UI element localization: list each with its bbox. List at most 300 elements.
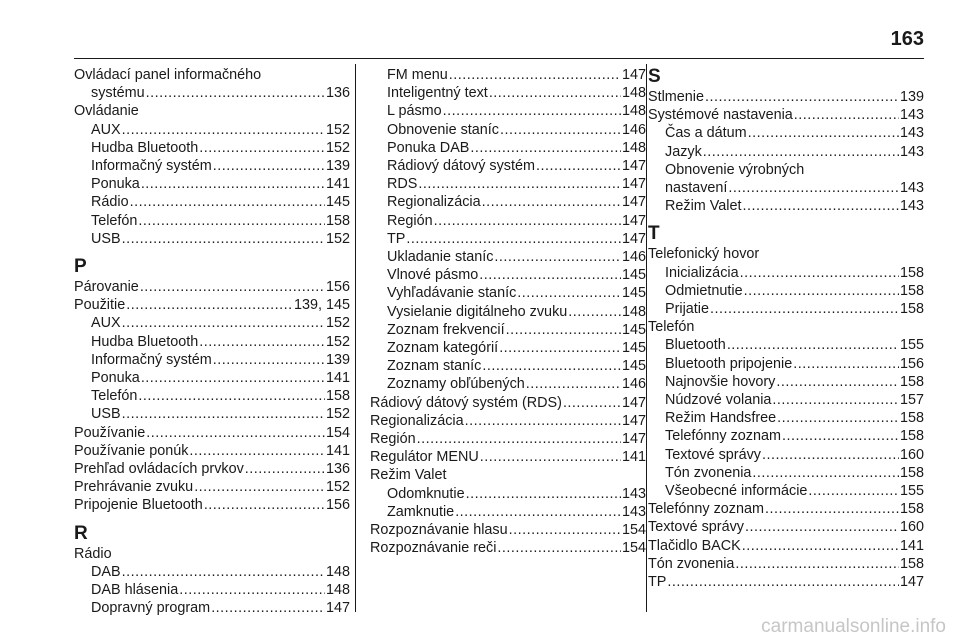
dot-leader xyxy=(509,521,621,539)
entry-page: 141 xyxy=(325,442,350,459)
index-entry xyxy=(648,300,924,318)
entry-term: Čas a dátum xyxy=(665,125,747,142)
entry-page: 136 xyxy=(325,461,350,478)
entry-page: 154 xyxy=(325,424,350,441)
index-column-3 xyxy=(648,66,924,591)
entry-page: 147 xyxy=(621,412,646,429)
entry-page: 148 xyxy=(325,582,350,599)
entry-term: FM menu xyxy=(387,67,448,83)
index-column-2 xyxy=(370,66,646,557)
index-entry xyxy=(74,563,350,581)
entry-term: Tón zvonenia xyxy=(648,555,735,572)
entry-page: 139 xyxy=(325,158,350,175)
index-entry xyxy=(648,446,924,464)
dot-leader xyxy=(130,193,325,211)
index-entry xyxy=(74,387,350,405)
entry-page: 158 xyxy=(899,464,924,481)
index-entry xyxy=(74,230,350,248)
dot-leader xyxy=(500,121,621,139)
entry-page: 158 xyxy=(899,501,924,518)
dot-leader xyxy=(213,157,325,175)
index-entry xyxy=(648,537,924,555)
dot-leader xyxy=(667,573,899,591)
entry-term: Používanie ponúk xyxy=(74,442,189,459)
index-entry xyxy=(74,496,350,514)
index-entry xyxy=(648,555,924,573)
dot-leader xyxy=(482,193,621,211)
index-entry xyxy=(648,264,924,282)
entry-page: 158 xyxy=(899,428,924,445)
entry-term: Stlmenie xyxy=(648,89,704,105)
entry-page: 158 xyxy=(899,282,924,299)
dot-leader xyxy=(494,248,621,266)
entry-term: Všeobecné informácie xyxy=(665,483,808,500)
index-entry xyxy=(370,539,646,557)
entry-term: Ponuka xyxy=(91,176,140,193)
header-rule xyxy=(74,58,924,59)
index-entry xyxy=(74,314,350,332)
index-heading: Telefonický hovor xyxy=(648,246,760,263)
entry-page: 156 xyxy=(325,497,350,514)
entry-page: 158 xyxy=(899,410,924,427)
entry-term: Inteligentný text xyxy=(387,85,488,102)
entry-term: Regionalizácia xyxy=(387,194,481,211)
index-entry xyxy=(74,139,350,157)
entry-term: DAB xyxy=(91,563,121,580)
entry-term: Rozpoznávanie hlasu xyxy=(370,522,508,539)
dot-leader xyxy=(727,336,899,354)
index-entry xyxy=(370,66,646,84)
index-entry xyxy=(370,303,646,321)
index-entry xyxy=(370,284,646,302)
dot-leader xyxy=(710,300,899,318)
entry-term: Telefónny zoznam xyxy=(648,501,764,518)
index-entry xyxy=(370,193,646,211)
dot-leader xyxy=(793,355,899,373)
dot-leader xyxy=(417,430,621,448)
dot-leader xyxy=(776,373,899,391)
entry-term: Región xyxy=(387,212,433,229)
entry-page: 145 xyxy=(621,340,646,357)
dot-leader xyxy=(489,84,621,102)
entry-page: 147 xyxy=(621,176,646,193)
entry-term: Režim Handsfree xyxy=(665,410,777,427)
index-heading: Ovládanie xyxy=(74,103,139,120)
dot-leader xyxy=(122,314,325,332)
dot-leader xyxy=(455,503,621,521)
entry-term: Režim Valet xyxy=(665,198,742,215)
entry-page: 136 xyxy=(325,85,350,102)
entry-term: USB xyxy=(91,406,121,423)
dot-leader xyxy=(443,102,621,120)
entry-term: Hudba Bluetooth xyxy=(91,139,199,156)
entry-page: 152 xyxy=(325,139,350,156)
dot-leader xyxy=(122,405,325,423)
index-entry xyxy=(74,599,350,617)
index-entry xyxy=(74,405,350,423)
dot-leader xyxy=(140,278,325,296)
entry-term: Párovanie xyxy=(74,279,139,296)
entry-page: 141 xyxy=(325,176,350,193)
index-entry xyxy=(648,197,924,215)
index-entry xyxy=(74,369,350,387)
entry-term: Zamknutie xyxy=(387,503,455,520)
entry-page: 141 xyxy=(325,370,350,387)
entry-term: Textové správy xyxy=(648,519,744,536)
entry-page: 147 xyxy=(325,600,350,617)
entry-page: 152 xyxy=(325,406,350,423)
entry-term: Regulátor MENU xyxy=(370,449,479,466)
entry-term: Ponuka DAB xyxy=(387,139,470,156)
dot-leader xyxy=(568,303,621,321)
dot-leader xyxy=(213,351,325,369)
section-letter: P xyxy=(74,256,87,278)
entry-term: Inicializácia xyxy=(665,264,739,281)
index-entry xyxy=(74,175,350,193)
dot-leader xyxy=(179,581,325,599)
index-entry xyxy=(648,88,924,106)
entry-page: 143 xyxy=(899,180,924,197)
dot-leader xyxy=(772,391,899,409)
index-entry xyxy=(74,278,350,296)
dot-leader xyxy=(141,175,325,193)
index-entry xyxy=(74,424,350,442)
dot-leader xyxy=(245,460,325,478)
section-letter: S xyxy=(648,66,661,87)
entry-page: 155 xyxy=(899,337,924,354)
entry-term: Vysielanie digitálneho zvuku xyxy=(387,303,568,320)
entry-term: Rozpoznávanie reči xyxy=(370,540,497,557)
index-entry xyxy=(74,212,350,230)
dot-leader xyxy=(497,539,621,557)
index-column-1 xyxy=(74,66,350,617)
entry-page: 139 xyxy=(899,89,924,105)
entry-page: 139, 145 xyxy=(293,297,350,314)
entry-term: Informačný systém xyxy=(91,158,212,175)
index-entry xyxy=(370,157,646,175)
index-heading: Telefón xyxy=(648,319,695,336)
dot-leader xyxy=(126,296,293,314)
entry-term: Zoznam staníc xyxy=(387,358,482,375)
dot-leader xyxy=(141,369,325,387)
entry-term: Zoznam kategórií xyxy=(387,340,499,357)
entry-page: 147 xyxy=(621,212,646,229)
entry-term: DAB hlásenia xyxy=(91,582,179,599)
entry-term: Pripojenie Bluetooth xyxy=(74,497,203,514)
dot-leader xyxy=(745,518,899,536)
dot-leader xyxy=(146,424,325,442)
dot-leader xyxy=(517,284,621,302)
entry-page: 154 xyxy=(621,540,646,557)
entry-term: TP xyxy=(387,230,406,247)
dot-leader xyxy=(189,442,325,460)
page-number: 163 xyxy=(890,28,924,50)
dot-leader xyxy=(465,412,621,430)
dot-leader xyxy=(526,375,621,393)
index-entry xyxy=(370,248,646,266)
entry-page: 152 xyxy=(325,315,350,332)
index-entry xyxy=(648,282,924,300)
dot-leader xyxy=(204,496,325,514)
entry-page: 160 xyxy=(899,519,924,536)
entry-page: 147 xyxy=(621,67,646,83)
dot-leader xyxy=(782,427,899,445)
index-entry xyxy=(648,409,924,427)
index-entry xyxy=(648,464,924,482)
index-entry xyxy=(648,518,924,536)
column-divider xyxy=(355,64,356,612)
dot-leader xyxy=(808,482,899,500)
entry-page: 147 xyxy=(899,574,924,591)
entry-term: Prehrávanie zvuku xyxy=(74,479,194,496)
index-entry xyxy=(648,373,924,391)
entry-term: AUX xyxy=(91,315,121,332)
entry-term: Bluetooth xyxy=(665,337,726,354)
index-heading: Obnovenie výrobných xyxy=(665,161,805,178)
dot-leader xyxy=(146,84,325,102)
entry-page: 145 xyxy=(621,285,646,302)
index-entry xyxy=(370,266,646,284)
entry-page: 143 xyxy=(621,485,646,502)
entry-term: Telefón xyxy=(91,388,138,405)
entry-page: 148 xyxy=(621,139,646,156)
index-entry xyxy=(648,106,924,124)
dot-leader xyxy=(765,500,899,518)
dot-leader xyxy=(199,139,325,157)
dot-leader xyxy=(735,555,899,573)
entry-page: 148 xyxy=(325,563,350,580)
entry-term: Zoznam frekvencií xyxy=(387,321,505,338)
index-entry xyxy=(370,375,646,393)
index-heading: Rádio xyxy=(74,545,112,562)
index-entry xyxy=(74,442,350,460)
index-entry xyxy=(370,412,646,430)
dot-leader xyxy=(470,139,621,157)
entry-page: 152 xyxy=(325,121,350,138)
index-entry xyxy=(648,391,924,409)
index-entry xyxy=(648,427,924,445)
dot-leader xyxy=(536,157,621,175)
index-entry xyxy=(74,351,350,369)
entry-term: Rádiový dátový systém (RDS) xyxy=(370,394,562,411)
index-entry xyxy=(370,102,646,120)
entry-page: 145 xyxy=(621,358,646,375)
entry-page: 160 xyxy=(899,446,924,463)
entry-term: RDS xyxy=(387,176,418,193)
index-entry xyxy=(74,478,350,496)
entry-page: 147 xyxy=(621,394,646,411)
entry-term: Použitie xyxy=(74,297,126,314)
entry-page: 145 xyxy=(325,194,350,211)
index-entry xyxy=(370,230,646,248)
entry-page: 148 xyxy=(621,103,646,120)
entry-term: Vlnové pásmo xyxy=(387,267,479,284)
index-entry xyxy=(74,84,350,102)
dot-leader xyxy=(748,124,899,142)
index-entry xyxy=(370,430,646,448)
entry-term: Rádiový dátový systém xyxy=(387,158,535,175)
dot-leader xyxy=(742,537,899,555)
index-entry xyxy=(74,460,350,478)
index-entry xyxy=(370,448,646,466)
dot-leader xyxy=(122,121,325,139)
entry-page: 145 xyxy=(621,321,646,338)
entry-page: 143 xyxy=(621,503,646,520)
entry-term: Tón zvonenia xyxy=(665,464,752,481)
entry-term: Prijatie xyxy=(665,301,709,318)
index-entry xyxy=(74,296,350,314)
entry-term: Ponuka xyxy=(91,370,140,387)
entry-term: USB xyxy=(91,230,121,247)
entry-page: 147 xyxy=(621,158,646,175)
entry-term: Najnovšie hovory xyxy=(665,373,776,390)
index-entry xyxy=(370,139,646,157)
index-entry xyxy=(648,355,924,373)
entry-term: Tlačidlo BACK xyxy=(648,537,741,554)
entry-term: Núdzové volania xyxy=(665,392,772,409)
entry-term: TP xyxy=(648,574,667,591)
index-entry xyxy=(370,84,646,102)
dot-leader xyxy=(777,409,899,427)
dot-leader xyxy=(506,321,621,339)
entry-page: 141 xyxy=(621,449,646,466)
entry-term: Bluetooth pripojenie xyxy=(665,355,793,372)
index-entry xyxy=(648,500,924,518)
index-entry xyxy=(648,482,924,500)
entry-term: Informačný systém xyxy=(91,351,212,368)
index-entry xyxy=(74,121,350,139)
entry-page: 146 xyxy=(621,121,646,138)
index-entry xyxy=(74,581,350,599)
dot-leader xyxy=(479,266,621,284)
entry-page: 157 xyxy=(899,392,924,409)
dot-leader xyxy=(122,563,325,581)
dot-leader xyxy=(211,599,325,617)
index-entry xyxy=(370,121,646,139)
entry-term: Rádio xyxy=(91,194,129,211)
column-divider xyxy=(646,64,647,612)
entry-page: 158 xyxy=(899,301,924,318)
index-entry xyxy=(648,124,924,142)
dot-leader xyxy=(703,143,899,161)
entry-term: Používanie xyxy=(74,424,146,441)
entry-term: Odmietnutie xyxy=(665,282,743,299)
index-entry xyxy=(370,175,646,193)
entry-term: Zoznamy obľúbených xyxy=(387,376,525,393)
dot-leader xyxy=(122,230,325,248)
entry-page: 158 xyxy=(899,555,924,572)
dot-leader xyxy=(138,387,325,405)
entry-term: Prehľad ovládacích prvkov xyxy=(74,461,244,478)
dot-leader xyxy=(406,230,621,248)
entry-term: Vyhľadávanie staníc xyxy=(387,285,517,302)
entry-page: 158 xyxy=(899,264,924,281)
entry-page: 152 xyxy=(325,333,350,350)
entry-term: Telefón xyxy=(91,212,138,229)
dot-leader xyxy=(762,446,899,464)
entry-page: 148 xyxy=(621,85,646,102)
entry-term: L pásmo xyxy=(387,103,442,120)
entry-page: 158 xyxy=(325,388,350,405)
dot-leader xyxy=(794,106,899,124)
dot-leader xyxy=(499,339,621,357)
entry-page: 152 xyxy=(325,479,350,496)
entry-term: Obnovenie staníc xyxy=(387,121,499,138)
index-entry xyxy=(370,521,646,539)
entry-term: Dopravný program xyxy=(91,600,211,617)
dot-leader xyxy=(480,448,621,466)
section-letter: R xyxy=(74,522,88,544)
entry-term: Textové správy xyxy=(665,446,761,463)
dot-leader xyxy=(752,464,899,482)
entry-page: 158 xyxy=(899,373,924,390)
dot-leader xyxy=(743,197,899,215)
entry-page: 156 xyxy=(899,355,924,372)
dot-leader xyxy=(138,212,325,230)
entry-page: 143 xyxy=(899,198,924,215)
entry-page: 146 xyxy=(621,249,646,266)
entry-page: 146 xyxy=(621,376,646,393)
entry-page: 152 xyxy=(325,230,350,247)
index-entry xyxy=(370,212,646,230)
section-letter: T xyxy=(648,223,660,245)
index-entry xyxy=(370,357,646,375)
dot-leader xyxy=(740,264,899,282)
dot-leader xyxy=(418,175,621,193)
dot-leader xyxy=(466,485,621,503)
index-entry xyxy=(648,143,924,161)
index-entry xyxy=(370,394,646,412)
index-entry xyxy=(74,333,350,351)
entry-page: 156 xyxy=(325,279,350,296)
entry-term: Ukladanie staníc xyxy=(387,249,494,266)
dot-leader xyxy=(728,179,899,197)
entry-term: Región xyxy=(370,431,416,448)
entry-page: 143 xyxy=(899,143,924,160)
entry-page: 147 xyxy=(621,431,646,448)
entry-term: Jazyk xyxy=(665,143,702,160)
index-entry xyxy=(74,157,350,175)
entry-page: 147 xyxy=(621,194,646,211)
dot-leader xyxy=(482,357,621,375)
entry-term: Regionalizácia xyxy=(370,412,464,429)
dot-leader xyxy=(199,333,325,351)
index-entry xyxy=(74,193,350,211)
index-entry xyxy=(370,503,646,521)
dot-leader xyxy=(449,66,621,84)
dot-leader xyxy=(563,394,621,412)
entry-page: 155 xyxy=(899,483,924,500)
entry-page: 145 xyxy=(621,267,646,284)
dot-leader xyxy=(194,478,325,496)
entry-term: Odomknutie xyxy=(387,485,465,502)
index-heading: Režim Valet xyxy=(370,467,447,484)
entry-term: nastavení xyxy=(665,180,728,197)
entry-term: systému xyxy=(91,85,145,102)
entry-page: 148 xyxy=(621,303,646,320)
dot-leader xyxy=(744,282,899,300)
entry-page: 154 xyxy=(621,522,646,539)
entry-page: 143 xyxy=(899,107,924,124)
dot-leader xyxy=(705,88,899,106)
entry-page: 141 xyxy=(899,537,924,554)
entry-page: 143 xyxy=(899,125,924,142)
entry-term: Hudba Bluetooth xyxy=(91,333,199,350)
index-entry xyxy=(370,339,646,357)
index-entry xyxy=(648,573,924,591)
index-entry xyxy=(648,179,924,197)
entry-term: AUX xyxy=(91,121,121,138)
